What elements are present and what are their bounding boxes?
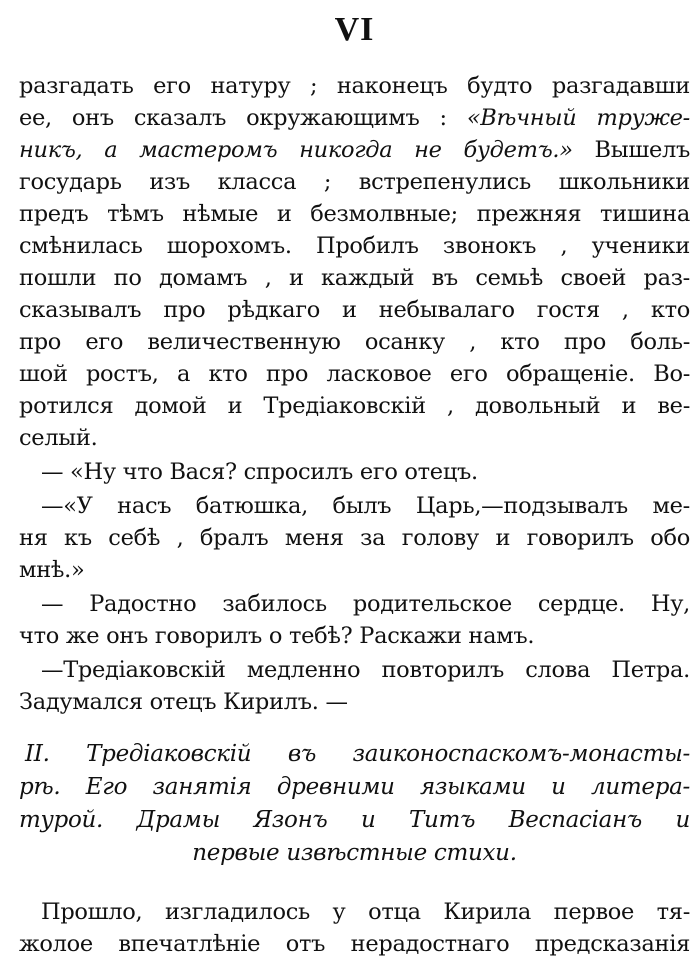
text-line: Задумался отецъ Кирилъ. — bbox=[19, 689, 348, 715]
heading-line: турой. Драмы Язонъ и Титъ Веспасіанъ и bbox=[19, 807, 690, 833]
text-line bbox=[19, 102, 690, 134]
quote-italic: никъ, а мастеромъ никогда не будетъ.» bbox=[19, 137, 573, 163]
text-line: смѣнилась шорохомъ. Пробилъ звонокъ , ученики bbox=[19, 233, 690, 259]
text-line bbox=[19, 134, 690, 166]
text-span: Вышелъ bbox=[572, 137, 691, 163]
text-line: что же онъ говорилъ о тебѣ? Раскажи намъ. bbox=[19, 623, 535, 649]
text-line: Прошло, изгладилось у отца Кирила первое тя- bbox=[41, 899, 690, 925]
text-line: мнѣ.» bbox=[19, 557, 85, 583]
text-line: —Тредіаковскій медленно повторилъ слова Петра. bbox=[41, 657, 690, 683]
page-number: VI bbox=[334, 11, 375, 48]
text-line: разгадать его натуру ; наконецъ будто разгадавши bbox=[19, 73, 690, 99]
paragraph-narrative-2 bbox=[19, 896, 690, 960]
text-line: пошли по домамъ , и каждый въ семьѣ своей раз- bbox=[19, 265, 690, 291]
text-line: —«У насъ батюшка, былъ Царь,—подзывалъ ме- bbox=[41, 493, 690, 519]
text-line: жолое впечатлѣніе отъ нерадостнаго предсказанія bbox=[19, 931, 690, 957]
text-line: селый. bbox=[19, 425, 98, 451]
heading-line: II. Тредіаковскій въ заиконоспаскомъ-монасты- bbox=[25, 741, 690, 767]
text-line: ня къ себѣ , бралъ меня за голову и говорилъ обо bbox=[19, 525, 690, 551]
text-span: ее, онъ сказалъ окружающимъ : bbox=[19, 105, 467, 131]
heading-line: рѣ. Его занятія древними языками и литера- bbox=[19, 774, 690, 800]
dialogue-retelling bbox=[19, 654, 690, 718]
heading-line: первые извѣстные стихи. bbox=[192, 840, 517, 866]
text-line: шой ростъ, а кто про ласковое его обращеніе. Во- bbox=[19, 361, 690, 387]
quote-italic: «Вѣчный труже- bbox=[466, 105, 690, 131]
dialogue-answer bbox=[19, 490, 690, 586]
text-line: — Радостно забилось родительское сердце. Ну, bbox=[41, 591, 690, 617]
text-line: про его величественную осанку , кто про боль- bbox=[19, 329, 690, 355]
text-line: государь изъ класса ; встрепенулись школьники bbox=[19, 169, 690, 195]
dialogue-father bbox=[19, 588, 690, 652]
text-line: — «Ну что Вася? спросилъ его отецъ. bbox=[41, 459, 478, 485]
text-line: ротился домой и Тредіаковскій , довольный и ве- bbox=[19, 393, 690, 419]
dialogue-question bbox=[19, 456, 690, 488]
text-line: предъ тѣмъ нѣмые и безмолвные; прежняя тишина bbox=[19, 201, 690, 227]
text-line: сказывалъ про рѣдкаго и небывалаго гостя , кто bbox=[19, 297, 690, 323]
section-heading bbox=[19, 738, 690, 870]
paragraph-narrative bbox=[19, 70, 690, 454]
